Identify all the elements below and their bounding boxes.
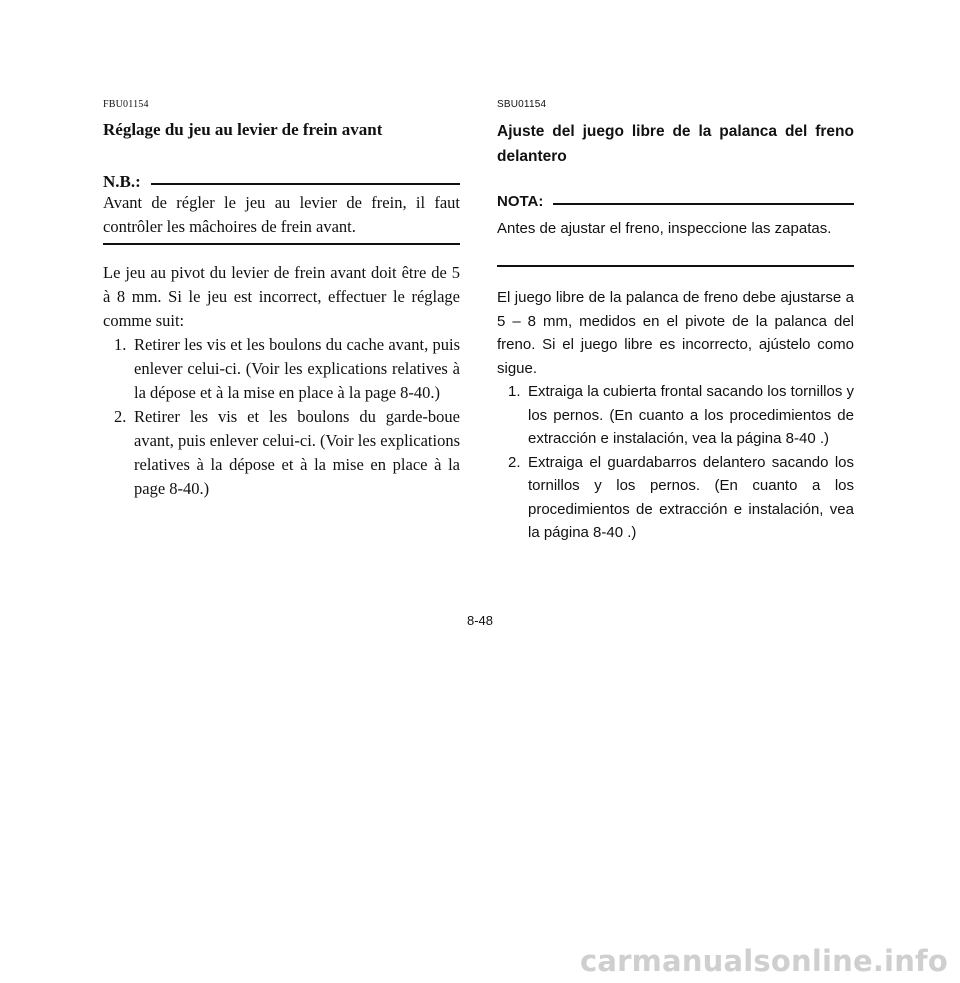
spanish-steps xyxy=(497,380,854,545)
spanish-heading: Ajuste del juego libre de la palanca del freno delantero xyxy=(497,123,854,165)
french-note-rule xyxy=(151,183,460,185)
spanish-note-label: NOTA: xyxy=(497,193,544,210)
watermark: carmanualsonline.info xyxy=(579,944,948,978)
spanish-step-number: 1. xyxy=(508,383,521,400)
french-step-text: Retirer les vis et les boulons du garde-boue avant, puis enlever celui-ci. (Voir les explications relatives à la dépose et à la mise en place à la page 8-40.) xyxy=(134,407,460,498)
french-heading: Réglage du jeu au levier de frein avant xyxy=(103,120,383,139)
spanish-step-text: Extraiga la cubierta frontal sacando los tornillos y los pernos. (En cuanto a los procedimientos de extracción e instalación, vea la página 8-40 .) xyxy=(528,383,855,447)
page-number: 8-48 xyxy=(466,613,494,628)
spanish-step xyxy=(497,451,854,545)
spanish-paragraph: El juego libre de la palanca de freno debe ajustarse a 5 – 8 mm, medidos en el pivote de la palanca del freno. Si el juego libre es incorrecto, ajústelo como sigue. xyxy=(497,289,854,377)
french-step-text: Retirer les vis et les boulons du cache avant, puis enlever celui-ci. (Voir les explications relatives à la dépose et à la mise en place à la page 8-40.) xyxy=(134,335,460,402)
french-step xyxy=(103,405,460,501)
french-section-code: FBU01154 xyxy=(103,99,149,110)
spanish-step-number: 2. xyxy=(508,453,521,471)
spanish-note-closing-rule xyxy=(497,265,854,267)
spanish-note-header xyxy=(497,193,854,210)
french-step-number: 1. xyxy=(114,335,127,354)
spanish-step-text: Extraiga el guardabarros delantero sacando los tornillos y los pernos. (En cuanto a los procedimientos de extracción e instalación, vea la página 8-40 .) xyxy=(528,453,854,541)
french-note-header xyxy=(103,172,460,192)
french-paragraph: Le jeu au pivot du levier de frein avant doit être de 5 à 8 mm. Si le jeu est incorrect, effectuer le réglage comme suit: xyxy=(103,263,460,330)
spanish-note-text: Antes de ajustar el freno, inspeccione las zapatas. xyxy=(497,220,832,237)
spanish-note-rule xyxy=(553,203,854,205)
french-note-closing-rule xyxy=(103,243,460,245)
french-note-label: N.B.: xyxy=(103,172,141,191)
french-step xyxy=(103,333,460,405)
french-note-text: Avant de régler le jeu au levier de frein, il faut contrôler les mâchoires de frein avant. xyxy=(103,193,460,236)
french-step-number: 2. xyxy=(114,407,127,426)
spanish-step xyxy=(497,380,854,451)
french-steps xyxy=(103,333,460,501)
spanish-section-code: SBU01154 xyxy=(497,99,547,110)
